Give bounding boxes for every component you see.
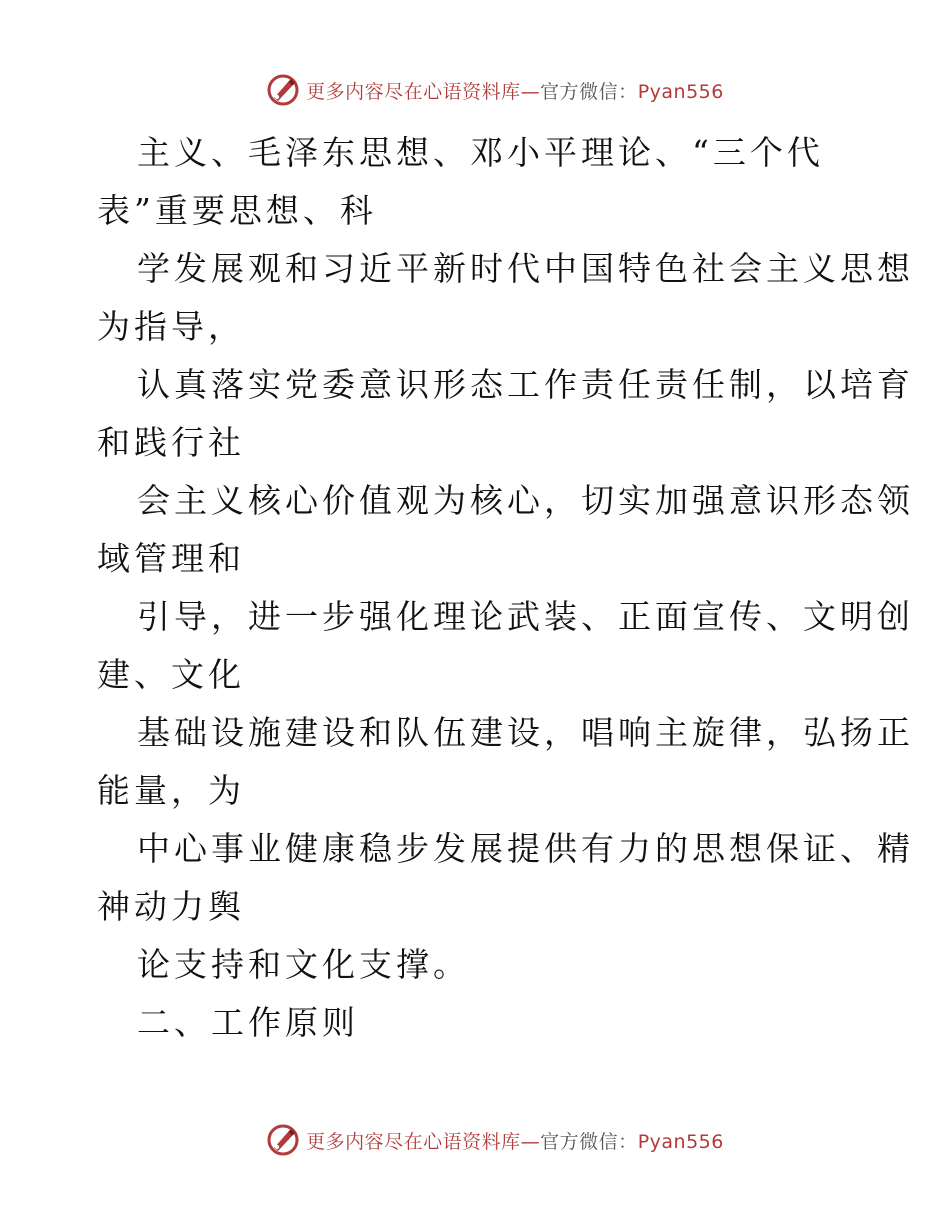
text-line: 主义、毛泽东思想、邓小平理论、“三个代 [137,133,824,172]
text-line: 神动力舆 [97,887,245,926]
text-line: 论支持和文化支撑。 [137,945,470,984]
banner-brand: 更多内容尽在心语资料库 [306,1130,521,1153]
text-line: 二、工作原则 [137,1003,359,1042]
pen-seal-logo-icon [266,1123,300,1157]
banner-wechat-label: 官方微信： [540,1130,638,1153]
text-line: 基础设施建设和队伍建设，唱响主旋律，弘扬正 [137,713,914,752]
banner-separator: — [520,1130,541,1153]
document-body [97,124,914,1052]
text-line: 认真落实党委意识形态工作责任责任制，以培育 [137,365,914,404]
header-banner-inner [266,73,724,107]
text-line: 会主义核心价值观为核心，切实加强意识形态领 [137,481,914,520]
footer-banner-inner [266,1123,724,1157]
banner-wechat-id: Pyan556 [637,1130,724,1153]
text-line: 学发展观和习近平新时代中国特色社会主义思想 [137,249,914,288]
text-line: 和践行社 [97,423,245,462]
text-line: 中心事业健康稳步发展提供有力的思想保证、精 [137,829,914,868]
text-line: 引导，进一步强化理论武装、正面宣传、文明创 [137,597,914,636]
text-line: 表”重要思想、科 [97,191,377,230]
header-banner [0,70,950,110]
banner-separator: — [520,80,541,103]
banner-wechat-label: 官方微信： [540,80,638,103]
banner-brand: 更多内容尽在心语资料库 [306,80,521,103]
text-line: 为指导， [97,307,245,346]
text-line: 能量，为 [97,771,245,810]
banner-wechat-id: Pyan556 [637,80,724,103]
text-line: 域管理和 [97,539,245,578]
footer-banner [0,1120,950,1160]
header-banner-text [306,77,724,104]
text-line: 建、文化 [97,655,245,694]
pen-seal-logo-icon [266,73,300,107]
footer-banner-text [306,1127,724,1154]
